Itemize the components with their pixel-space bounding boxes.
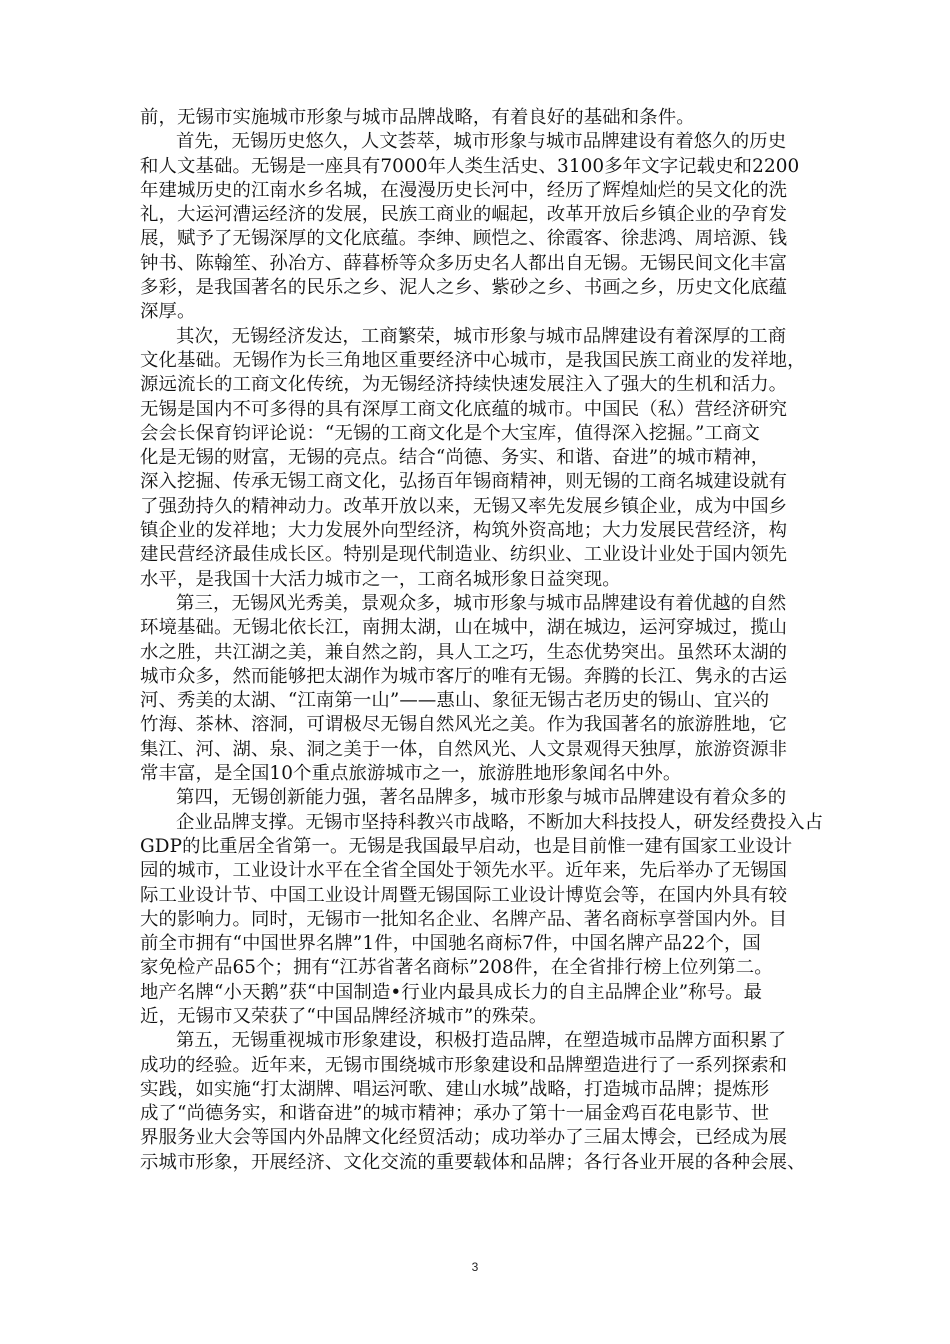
- text-line: 集江、河、湖、泉、洞之美于一体，自然风光、人文景观得天独厚，旅游资源非: [140, 738, 788, 760]
- text-line: 会会长保育钧评论说：“无锡的工商文化是个大宝库，值得深入挖掘。”工商文: [140, 422, 760, 444]
- text-line: 第五，无锡重视城市形象建设，积极打造品牌，在塑造城市品牌方面积累了: [176, 1030, 787, 1052]
- text-line: 示城市形象，开展经济、文化交流的重要载体和品牌；各行各业开展的各种会展、: [140, 1151, 806, 1173]
- text-line: 多彩，是我国著名的民乐之乡、泥人之乡、紫砂之乡、书画之乡，历史文化底蕴: [140, 277, 788, 299]
- text-line: 第四，无锡创新能力强，著名品牌多，城市形象与城市品牌建设有着众多的: [176, 787, 787, 809]
- text-line: 成了“尚德务实，和谐奋进”的城市精神；承办了第十一届金鸡百花电影节、世: [140, 1103, 770, 1125]
- text-line: 环境基础。无锡北依长江，南拥太湖，山在城中，湖在城边，运河穿城过，揽山: [140, 617, 788, 639]
- text-line: 大的影响力。同时，无锡市一批知名企业、名牌产品、著名商标享誉国内外。目: [140, 908, 788, 930]
- text-line: 源远流长的工商文化传统，为无锡经济持续快速发展注入了强大的生机和活力。: [140, 374, 788, 396]
- text-line: 其次，无锡经济发达，工商繁荣，城市形象与城市品牌建设有着深厚的工商: [176, 325, 787, 347]
- text-line: 城市众多，然而能够把太湖作为城市客厅的唯有无锡。奔腾的长江、隽永的古运: [140, 665, 788, 687]
- text-line: 深入挖掘、传承无锡工商文化，弘扬百年锡商精神，则无锡的工商名城建设就有: [140, 471, 788, 493]
- text-line: 文化基础。无锡作为长三角地区重要经济中心城市，是我国民族工商业的发祥地，: [140, 349, 806, 371]
- text-line: 园的城市，工业设计水平在全省全国处于领先水平。近年来，先后举办了无锡国: [140, 860, 788, 882]
- text-line: 竹海、茶林、溶洞，可谓极尽无锡自然风光之美。作为我国著名的旅游胜地，它: [140, 714, 788, 736]
- text-line: 河、秀美的太湖、“江南第一山”——惠山、象征无锡古老历史的锡山、宜兴的: [140, 690, 770, 712]
- text-line: 近，无锡市又荣获了“中国品牌经济城市”的殊荣。: [140, 1005, 548, 1027]
- text-line: 年建城历史的江南水乡名城，在漫漫历史长河中，经历了辉煌灿烂的吴文化的洗: [140, 179, 788, 201]
- text-line: 前，无锡市实施城市形象与城市品牌战略，有着良好的基础和条件。: [140, 107, 695, 128]
- text-line: 了强劲持久的精神动力。改革开放以来，无锡又率先发展乡镇企业，成为中国乡: [140, 495, 788, 517]
- text-line: 水平，是我国十大活力城市之一，工商名城形象日益突现。: [140, 568, 621, 590]
- text-line: 礼，大运河漕运经济的发展，民族工商业的崛起，改革开放后乡镇企业的孕育发: [140, 204, 788, 226]
- text-line: 化是无锡的财富，无锡的亮点。结合“尚德、务实、和谐、奋进”的城市精神，: [140, 447, 770, 469]
- text-line: 钟书、陈翰笙、孙冶方、薛暮桥等众多历史名人都出自无锡。无锡民间文化丰富: [140, 252, 788, 274]
- document-body: [140, 106, 826, 1175]
- text-line: 地产名牌“小天鹅”获“中国制造•行业内最具成长力的自主品牌企业”称号。最: [140, 981, 763, 1003]
- text-line: 无锡是国内不可多得的具有深厚工商文化底蕴的城市。中国民（私）营经济研究: [140, 398, 788, 420]
- text-line: 企业品牌支撑。无锡市坚持科教兴市战略，不断加大科技投人，研发经费投入占: [176, 811, 824, 833]
- text-line: 深厚。: [140, 301, 196, 323]
- page-number: 3: [471, 1260, 479, 1274]
- text-line: 展，赋予了无锡深厚的文化底蕴。李绅、顾恺之、徐霞客、徐悲鸿、周培源、钱: [140, 228, 788, 250]
- text-line: 实践，如实施“打太湖牌、唱运河歌、建山水城”战略，打造城市品牌；提炼形: [140, 1078, 770, 1100]
- text-line: 际工业设计节、中国工业设计周暨无锡国际工业设计博览会等，在国内外具有较: [140, 884, 788, 906]
- text-line: 首先，无锡历史悠久，人文荟萃，城市形象与城市品牌建设有着悠久的历史: [176, 131, 787, 153]
- text-line: 常丰富，是全国10个重点旅游城市之一，旅游胜地形象闻名中外。: [140, 763, 682, 785]
- text-line: 镇企业的发祥地；大力发展外向型经济，构筑外资高地；大力发展民营经济，构: [140, 520, 788, 542]
- text-line: 第三，无锡风光秀美，景观众多，城市形象与城市品牌建设有着优越的自然: [176, 592, 787, 614]
- text-line: 水之胜，共江湖之美，兼自然之韵，具人工之巧，生态优势突出。虽然环太湖的: [140, 641, 788, 663]
- text-line: 家免检产品65个；拥有“江苏省著名商标”208件，在全省排行榜上位列第二。: [140, 957, 773, 979]
- text-line: 建民营经济最佳成长区。特别是现代制造业、纺织业、工业设计业处于国内领先: [140, 544, 788, 566]
- text-line: 界服务业大会等国内外品牌文化经贸活动；成功举办了三届太博会，已经成为展: [140, 1127, 788, 1149]
- text-line: 前全市拥有“中国世界名牌”1件，中国驰名商标7件，中国名牌产品22个，国: [140, 933, 761, 955]
- text-line: GDP的比重居全省第一。无锡是我国最早启动，也是目前惟一建有国家工业设计: [140, 835, 793, 857]
- text-line: 和人文基础。无锡是一座具有7000年人类生活史、3100多年文字记载史和2200: [140, 155, 800, 177]
- text-line: 成功的经验。近年来，无锡市围绕城市形象建设和品牌塑造进行了一系列探索和: [140, 1054, 788, 1076]
